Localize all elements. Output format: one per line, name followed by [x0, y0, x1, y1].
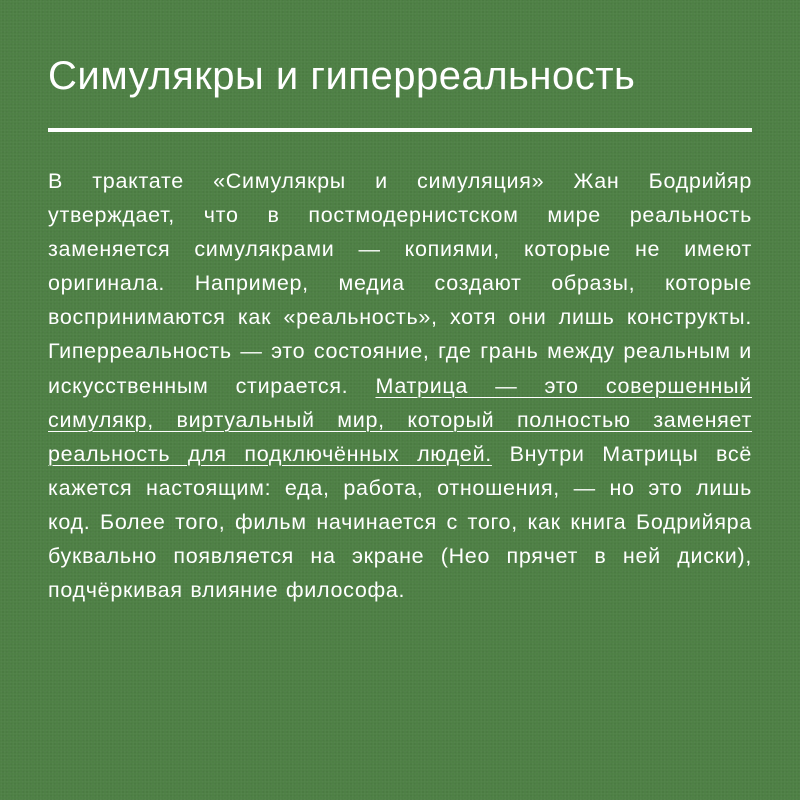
paragraph-text-after-link: Внутри Матрицы всё кажется настоящим: еда, работа, отношения, — но это лишь код. Более того, фильм начинается с того, как книга Бодрийяра буквально появляется на экране (Нео прячет в ней диски), подчёркивая влияние философа. — [48, 441, 752, 603]
body-paragraph — [48, 164, 752, 607]
paragraph-text-before-link: В трактате «Симулякры и симуляция» Жан Бодрийяр утверждает, что в постмодернистском мире реальность заменяется симулякрами — копиями, которые не имеют оригинала. Например, медиа создают образы, которые воспринимаются как «реальность», хотя они лишь конструкты. Гиперреальность — это состояние, где грань между реальным и искусственным стирается. — [48, 169, 752, 398]
matrix-link[interactable]: Матрица — это совершенный симулякр, виртуальный мир, который полностью заменяет реальность для подключённых людей. — [48, 373, 752, 466]
title-divider — [48, 128, 752, 132]
page-title: Симулякры и гиперреальность — [48, 54, 636, 98]
